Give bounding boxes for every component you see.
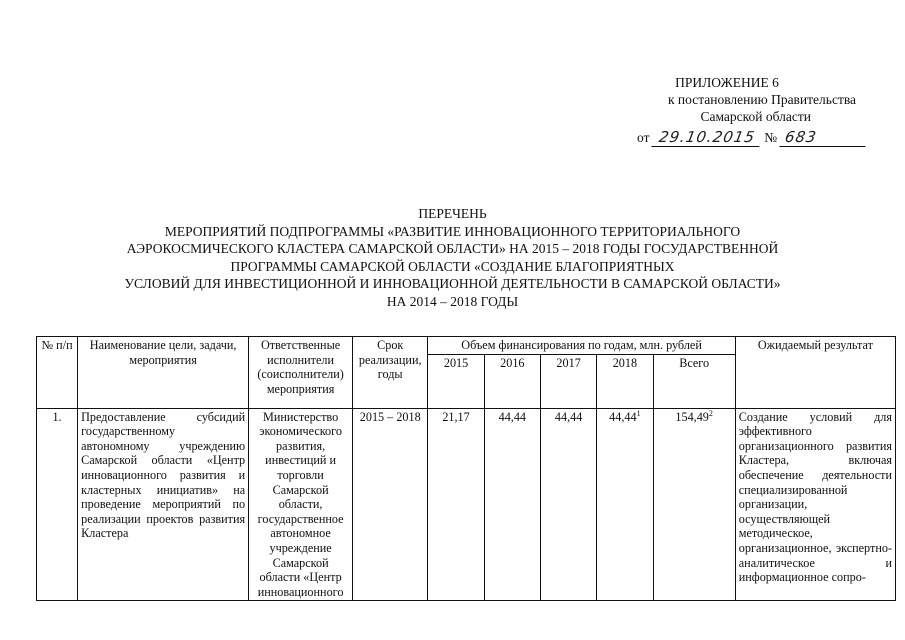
row-value-2017: 44,44 — [540, 408, 596, 601]
header-name: Наименование цели, задачи, мероприятия — [78, 337, 249, 409]
row-num: 1. — [37, 408, 78, 601]
header-term: Срок реализации, годы — [353, 337, 428, 409]
title-line-6: НА 2014 – 2018 ГОДЫ — [386, 293, 519, 309]
header-funding: Объем финансирования по годам, млн. рублей — [428, 337, 735, 355]
header-year-2018: 2018 — [597, 354, 653, 408]
appendix-label: ПРИЛОЖЕНИЕ 6 — [675, 75, 779, 90]
header-responsible: Ответственные исполнители (соисполнители) мероприятия — [249, 337, 353, 409]
row-name: Предоставление субсидий государственному автономному учреждению Самарской области «Центр инновационного развития и кластерных инициатив» на проведение мероприятий по реализации проектов развития Кластера — [78, 408, 249, 601]
title-line-4: ПРОГРАММЫ САМАРСКОЙ ОБЛАСТИ «СОЗДАНИЕ БЛАГОПРИЯТНЫХ — [230, 258, 675, 274]
row-value-2015: 21,17 — [428, 408, 484, 601]
value-2018: 44,44 — [609, 409, 637, 424]
footnote-2: 2 — [708, 408, 713, 418]
document-title — [0, 205, 905, 311]
decree-number-sign: № — [764, 130, 778, 145]
footnote-1: 1 — [636, 408, 641, 418]
appendix-line-1: к постановлению Правительства — [667, 92, 857, 107]
row-responsible: Министерство экономического развития, инвестиций и торговли Самарской области, государственное автономное учреждение Самарской области «Центр инновационного — [249, 408, 353, 601]
header-total: Всего — [653, 354, 735, 408]
measures-table — [36, 336, 896, 601]
row-value-2016: 44,44 — [484, 408, 540, 601]
header-num: № п/п — [37, 337, 78, 409]
handwritten-number: 683 — [779, 128, 868, 147]
appendix-line-2: Самарской области — [700, 109, 811, 124]
row-term: 2015 – 2018 — [353, 408, 428, 601]
title-line-5: УСЛОВИЙ ДЛЯ ИНВЕСТИЦИОННОЙ И ИННОВАЦИОННОЙ ДЕЯТЕЛЬНОСТИ В САМАРСКОЙ ОБЛАСТИ» — [124, 276, 781, 292]
appendix-block — [597, 74, 857, 125]
header-year-2016: 2016 — [484, 354, 540, 408]
row-result: Создание условий для эффективного организационного развития Кластера, включая обеспечение деятельности специализированной организации, осуществляющей методическое, организационное, экспертно-аналитическое и информационное сопро- — [735, 408, 895, 601]
row-value-2018 — [597, 408, 653, 601]
row-value-total — [653, 408, 735, 601]
handwritten-date: 29.10.2015 — [651, 128, 762, 147]
table-row — [37, 408, 896, 601]
header-result: Ожидаемый результат — [735, 337, 895, 409]
title-line-3: АЭРОКОСМИЧЕСКОГО КЛАСТЕРА САМАРСКОЙ ОБЛАСТИ» НА 2015 – 2018 ГОДЫ ГОСУДАРСТВЕННОЙ — [126, 241, 779, 257]
decree-line — [637, 128, 867, 147]
decree-from: от — [637, 130, 650, 145]
header-year-2015: 2015 — [428, 354, 484, 408]
title-line-2: МЕРОПРИЯТИЙ ПОДПРОГРАММЫ «РАЗВИТИЕ ИННОВАЦИОННОГО ТЕРРИТОРИАЛЬНОГО — [164, 223, 741, 239]
value-total: 154,49 — [675, 409, 709, 424]
header-year-2017: 2017 — [540, 354, 596, 408]
title-line-1: ПЕРЕЧЕНЬ — [418, 206, 487, 221]
